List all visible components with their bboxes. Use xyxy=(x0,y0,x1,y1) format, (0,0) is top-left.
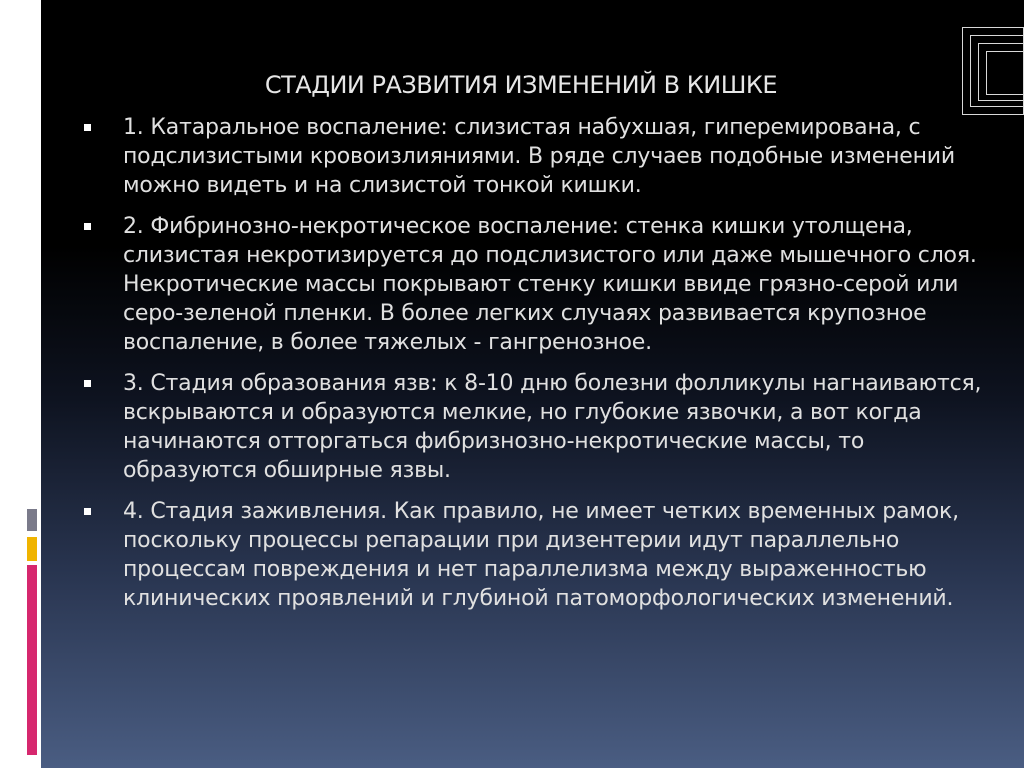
bullet-text: 1. Катаральное воспаление: слизистая набухшая, гиперемирована, с подслизистыми кровоизлияниями. В ряде случаев подобные изменений можно видеть и на слизистой тонкой кишки. xyxy=(123,115,955,198)
stacked-rectangles-icon xyxy=(962,21,1024,121)
bullet-square-icon xyxy=(84,380,91,387)
slide xyxy=(41,0,1024,768)
accent-bar-yellow xyxy=(27,537,37,561)
list-item xyxy=(81,113,996,200)
bullet-square-icon xyxy=(84,223,91,230)
bullet-text: 4. Стадия заживления. Как правило, не имеет четких временных рамок, поскольку процессы репарации при дизентерии идут параллельно процессам повреждения и нет параллелизма между выраженностью клинических проявлений и глубиной патоморфологических изменений. xyxy=(123,499,959,611)
bullet-square-icon xyxy=(84,508,91,515)
left-margin xyxy=(0,0,41,768)
list-item xyxy=(81,369,996,485)
bullet-square-icon xyxy=(84,124,91,131)
bullet-text: 2. Фибринозно-некротическое воспаление: стенка кишки утолщена, слизистая некротизируется до подслизистого или даже мышечного слоя. Некротические массы покрывают стенку кишки ввиде грязно-серой или серо-зеленой пленки. В более легких случаях развивается крупозное воспаление, в более тяжелых - гангренозное. xyxy=(123,214,977,355)
list-item xyxy=(81,497,996,613)
accent-bar-gray xyxy=(27,509,37,531)
slide-title: СТАДИИ РАЗВИТИЯ ИЗМЕНЕНИЙ В КИШКЕ xyxy=(264,71,778,99)
deco-rect xyxy=(986,51,1024,95)
bullet-list xyxy=(81,113,996,625)
accent-bar-magenta xyxy=(27,565,37,755)
bullet-text: 3. Стадия образования язв: к 8-10 дню болезни фолликулы нагнаиваются, вскрываются и образуются мелкие, но глубокие язвочки, а вот когда начинаются отторгаться фибризнозно-некротические массы, то образуются обширные язвы. xyxy=(123,371,982,483)
list-item xyxy=(81,212,996,357)
